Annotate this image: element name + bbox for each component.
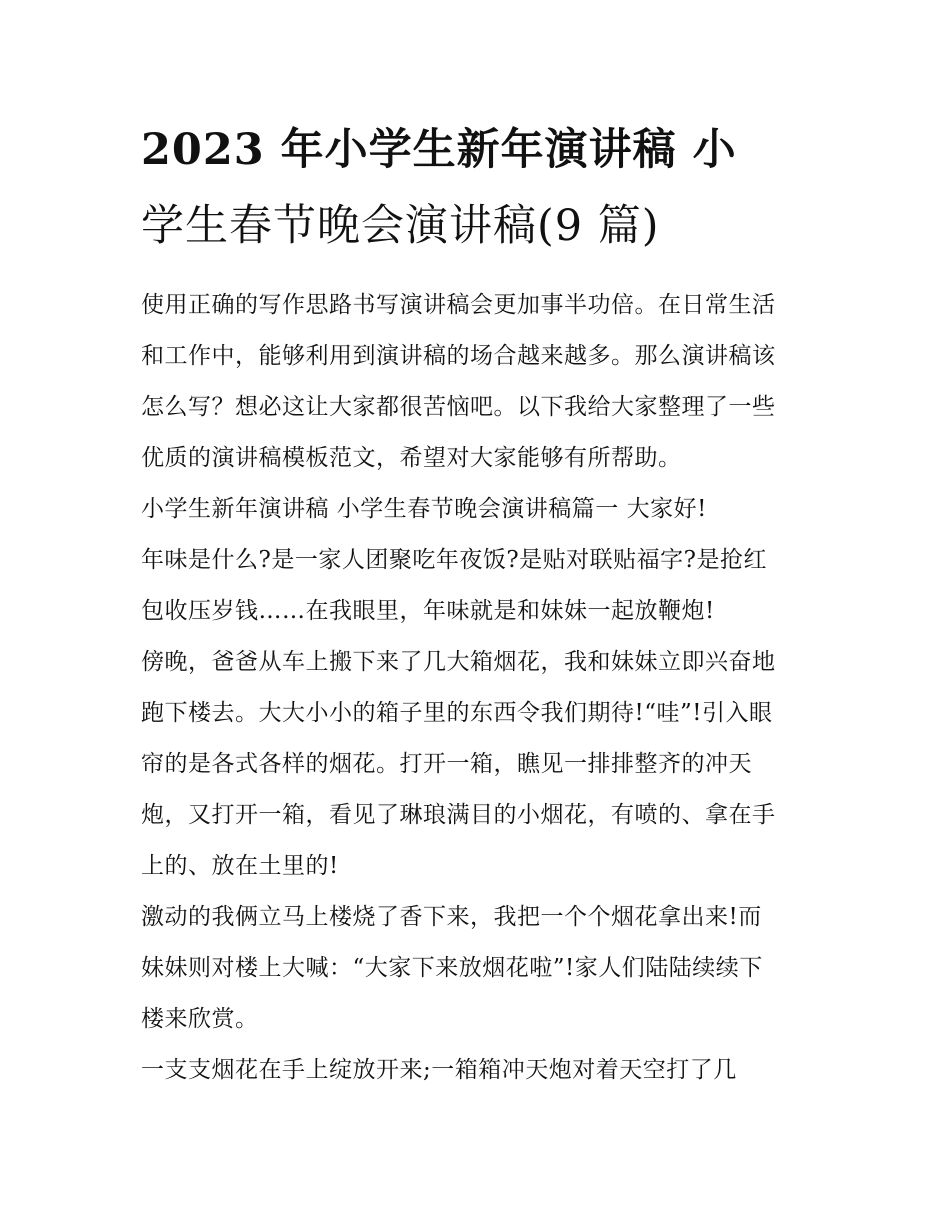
section-heading-line: 小学生新年演讲稿 小学生春节晚会演讲稿篇一 大家好! xyxy=(141,496,707,522)
body-line: 怎么写？想必这让大家都很苦恼吧。以下我给大家整理了一些 xyxy=(141,394,776,420)
title-line: 学生春节晚会演讲稿(9 篇) xyxy=(141,201,660,251)
body-line: 跑下楼去。大大小小的箱子里的东西令我们期待!“哇”!引入眼 xyxy=(141,700,773,726)
body-line: 激动的我俩立马上楼烧了香下来，我把一个个烟花拿出来!而 xyxy=(141,904,762,930)
body-line: 年味是什么?是一家人团聚吃年夜饭?是贴对联贴福字?是抢红 xyxy=(141,547,767,573)
body-line: 包收压岁钱……在我眼里，年味就是和妹妹一起放鞭炮! xyxy=(141,598,715,624)
body-line: 傍晚，爸爸从车上搬下来了几大箱烟花，我和妹妹立即兴奋地 xyxy=(141,649,776,675)
body-line: 和工作中，能够利用到演讲稿的场合越来越多。那么演讲稿该 xyxy=(141,343,776,369)
document-body xyxy=(141,280,821,1096)
document-page xyxy=(141,112,821,1096)
body-line: 上的、放在土里的! xyxy=(141,853,339,879)
body-line: 妹妹则对楼上大喊：“大家下来放烟花啦”!家人们陆陆续续下 xyxy=(141,955,763,981)
body-line: 炮，又打开一箱，看见了琳琅满目的小烟花，有喷的、拿在手 xyxy=(141,802,776,828)
body-line: 使用正确的写作思路书写演讲稿会更加事半功倍。在日常生活 xyxy=(141,292,776,318)
title-line: 2023 年小学生新年演讲稿 小 xyxy=(141,125,737,175)
body-line: 优质的演讲稿模板范文，希望对大家能够有所帮助。 xyxy=(141,445,682,471)
body-line: 楼来欣赏。 xyxy=(141,1006,259,1032)
body-line: 一支支烟花在手上绽放开来;一箱箱冲天炮对着天空打了几 xyxy=(141,1057,737,1083)
body-line: 帘的是各式各样的烟花。打开一箱，瞧见一排排整齐的冲天 xyxy=(141,751,752,777)
document-title xyxy=(141,112,821,264)
